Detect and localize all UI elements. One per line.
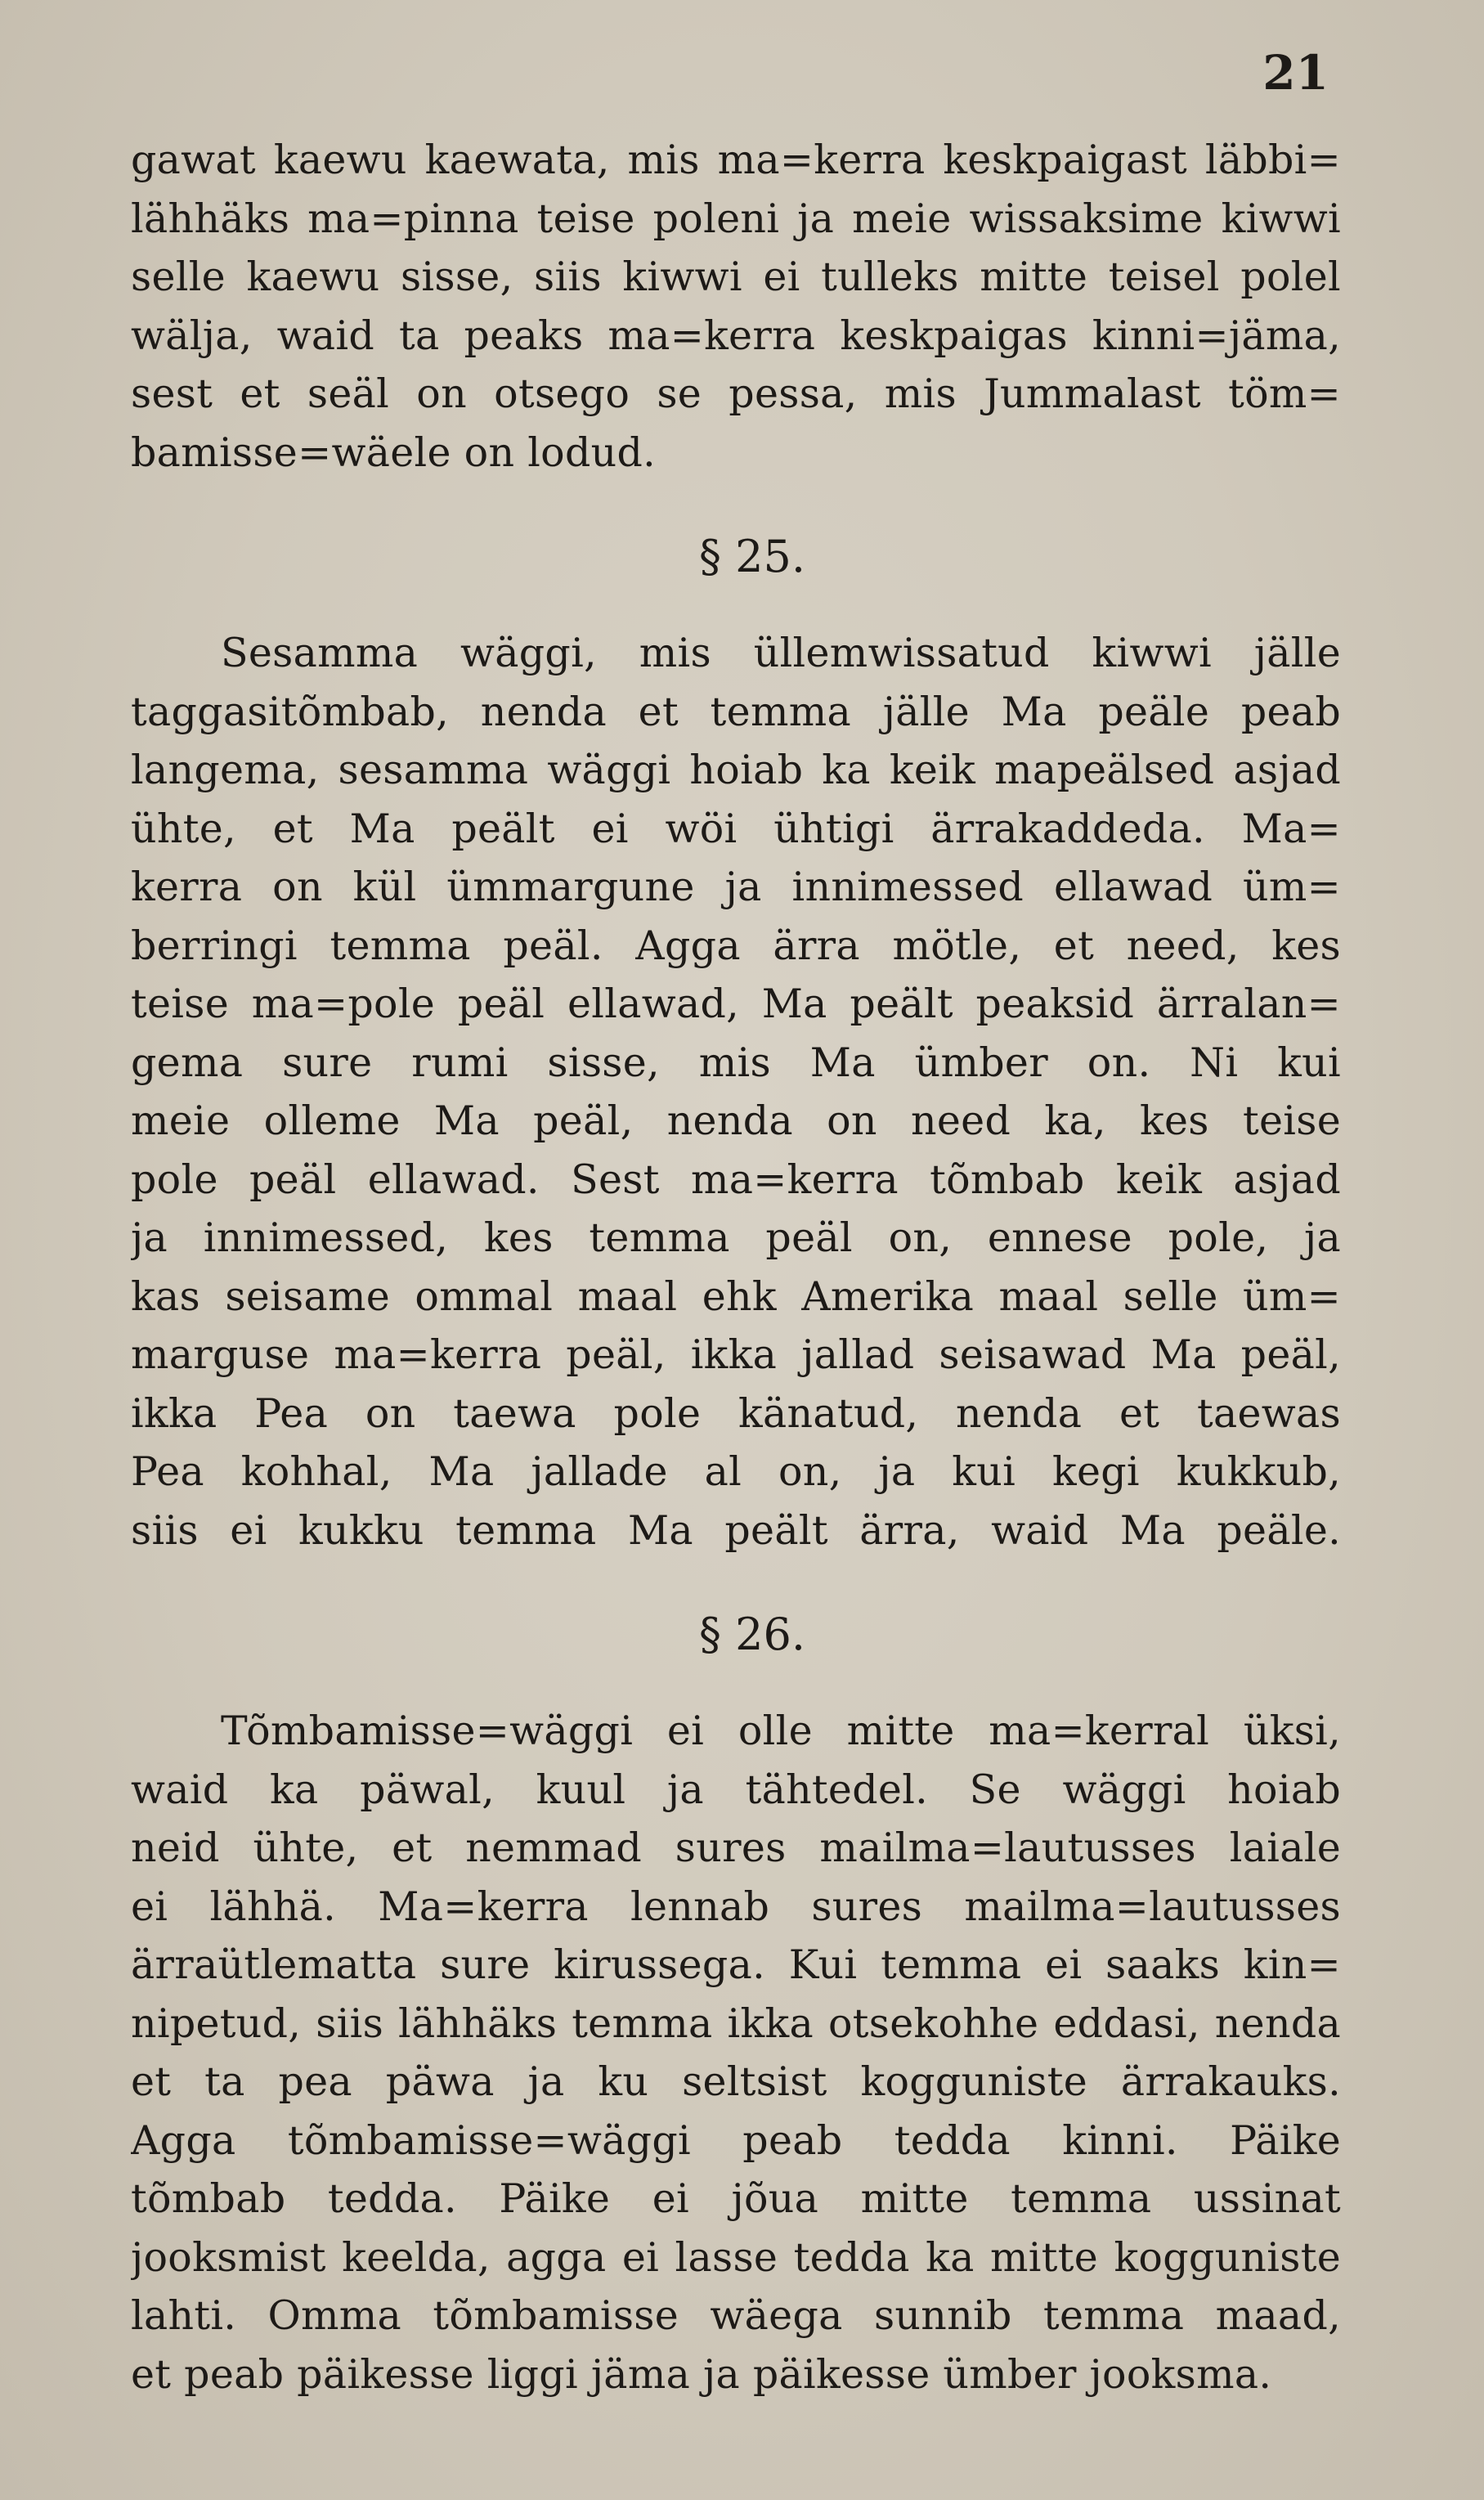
page-body: [131, 131, 1341, 2404]
text-line: langema, sesamma wäggi hoiab ka keik mapeälsed asjad: [131, 747, 1341, 793]
text-line: wälja, waid ta peaks ma=kerra keskpaigas kinni=jäma,: [131, 312, 1341, 359]
text-line: et peab päikesse liggi jäma ja päikesse ümber jooksma.: [131, 2350, 1272, 2398]
text-line: ärraütlematta sure kirussega. Kui temma ei saaks kin=: [131, 1941, 1341, 1988]
text-line: berringi temma peäl. Agga ärra mötle, et need, kes: [131, 922, 1341, 969]
text-line: Agga tõmbamisse=wäggi peab tedda kinni. Päike: [131, 2116, 1341, 2164]
text-line: tõmbab tedda. Päike ei jõua mitte temma ussinat: [131, 2175, 1341, 2222]
text-line: lahti. Omma tõmbamisse wäega sunnib temma maad,: [131, 2292, 1341, 2339]
text-line: bamisse=wäele on lodud.: [131, 429, 657, 476]
text-line: sest et seäl on otsego se pessa, mis Jummalast töm=: [131, 370, 1341, 417]
text-line: neid ühte, et nemmad sures mailma=lautusses laiale: [131, 1825, 1341, 1871]
text-line: meie olleme Ma peäl, nenda on need ka, kes teise: [131, 1097, 1341, 1144]
text-line: kas seisame ommal maal ehk Amerika maal selle üm=: [131, 1272, 1341, 1320]
text-line: ühte, et Ma peält ei wöi ühtigi ärrakaddeda. Ma=: [131, 805, 1341, 852]
text-line: gema sure rumi sisse, mis Ma ümber on. Ni kui: [131, 1039, 1341, 1086]
text-line: et ta pea päwa ja ku seltsist kogguniste ärrakauks.: [131, 2058, 1341, 2105]
text-line: taggasitõmbab, nenda et temma jälle Ma peäle peab: [131, 688, 1341, 735]
text-line: marguse ma=kerra peäl, ikka jallad seisawad Ma peäl,: [131, 1331, 1341, 1378]
section-heading-25: § 25.: [698, 531, 806, 582]
text-line: ikka Pea on taewa pole känatud, nenda et taewas: [131, 1389, 1341, 1437]
text-line: ei lähhä. Ma=kerra lennab sures mailma=lautusses: [131, 1883, 1341, 1930]
text-line: gawat kaewu kaewata, mis ma=kerra keskpaigast läbbi=: [131, 137, 1341, 183]
text-line: siis ei kukku temma Ma peält ärra, waid Ma peäle.: [131, 1506, 1341, 1554]
paragraph-intro: [131, 131, 1341, 482]
text-line: selle kaewu sisse, siis kiwwi ei tulleks mitte teisel polel: [131, 254, 1341, 300]
paragraph-section-26: [131, 1702, 1341, 2404]
page-number: 21: [1262, 45, 1329, 101]
text-line: kerra on kül ümmargune ja innimessed ellawad üm=: [131, 864, 1341, 910]
text-line: Pea kohhal, Ma jallade al on, ja kui kegi kukkub,: [131, 1448, 1341, 1495]
text-line: waid ka päwal, kuul ja tähtedel. Se wäggi hoiab: [131, 1766, 1341, 1813]
text-line: lähhäks ma=pinna teise poleni ja meie wissaksime kiwwi: [131, 195, 1341, 242]
text-line: jooksmist keelda, agga ei lasse tedda ka mitte kogguniste: [131, 2233, 1341, 2281]
text-line: ja innimessed, kes temma peäl on, ennese pole, ja: [131, 1214, 1341, 1261]
text-line: pole peäl ellawad. Sest ma=kerra tõmbab keik asjad: [131, 1156, 1341, 1203]
section-heading-26: § 26.: [698, 1609, 806, 1660]
text-line: nipetud, siis lähhäks temma ikka otsekohhe eddasi, nenda: [131, 2000, 1341, 2047]
text-line: teise ma=pole peäl ellawad, Ma peält peaksid ärralan=: [131, 981, 1341, 1027]
text-line: Tõmbamisse=wäggi ei olle mitte ma=kerral üksi,: [221, 1708, 1341, 1754]
text-line: Sesamma wäggi, mis üllemwissatud kiwwi jälle: [221, 630, 1341, 676]
paragraph-section-25: [131, 624, 1341, 1560]
